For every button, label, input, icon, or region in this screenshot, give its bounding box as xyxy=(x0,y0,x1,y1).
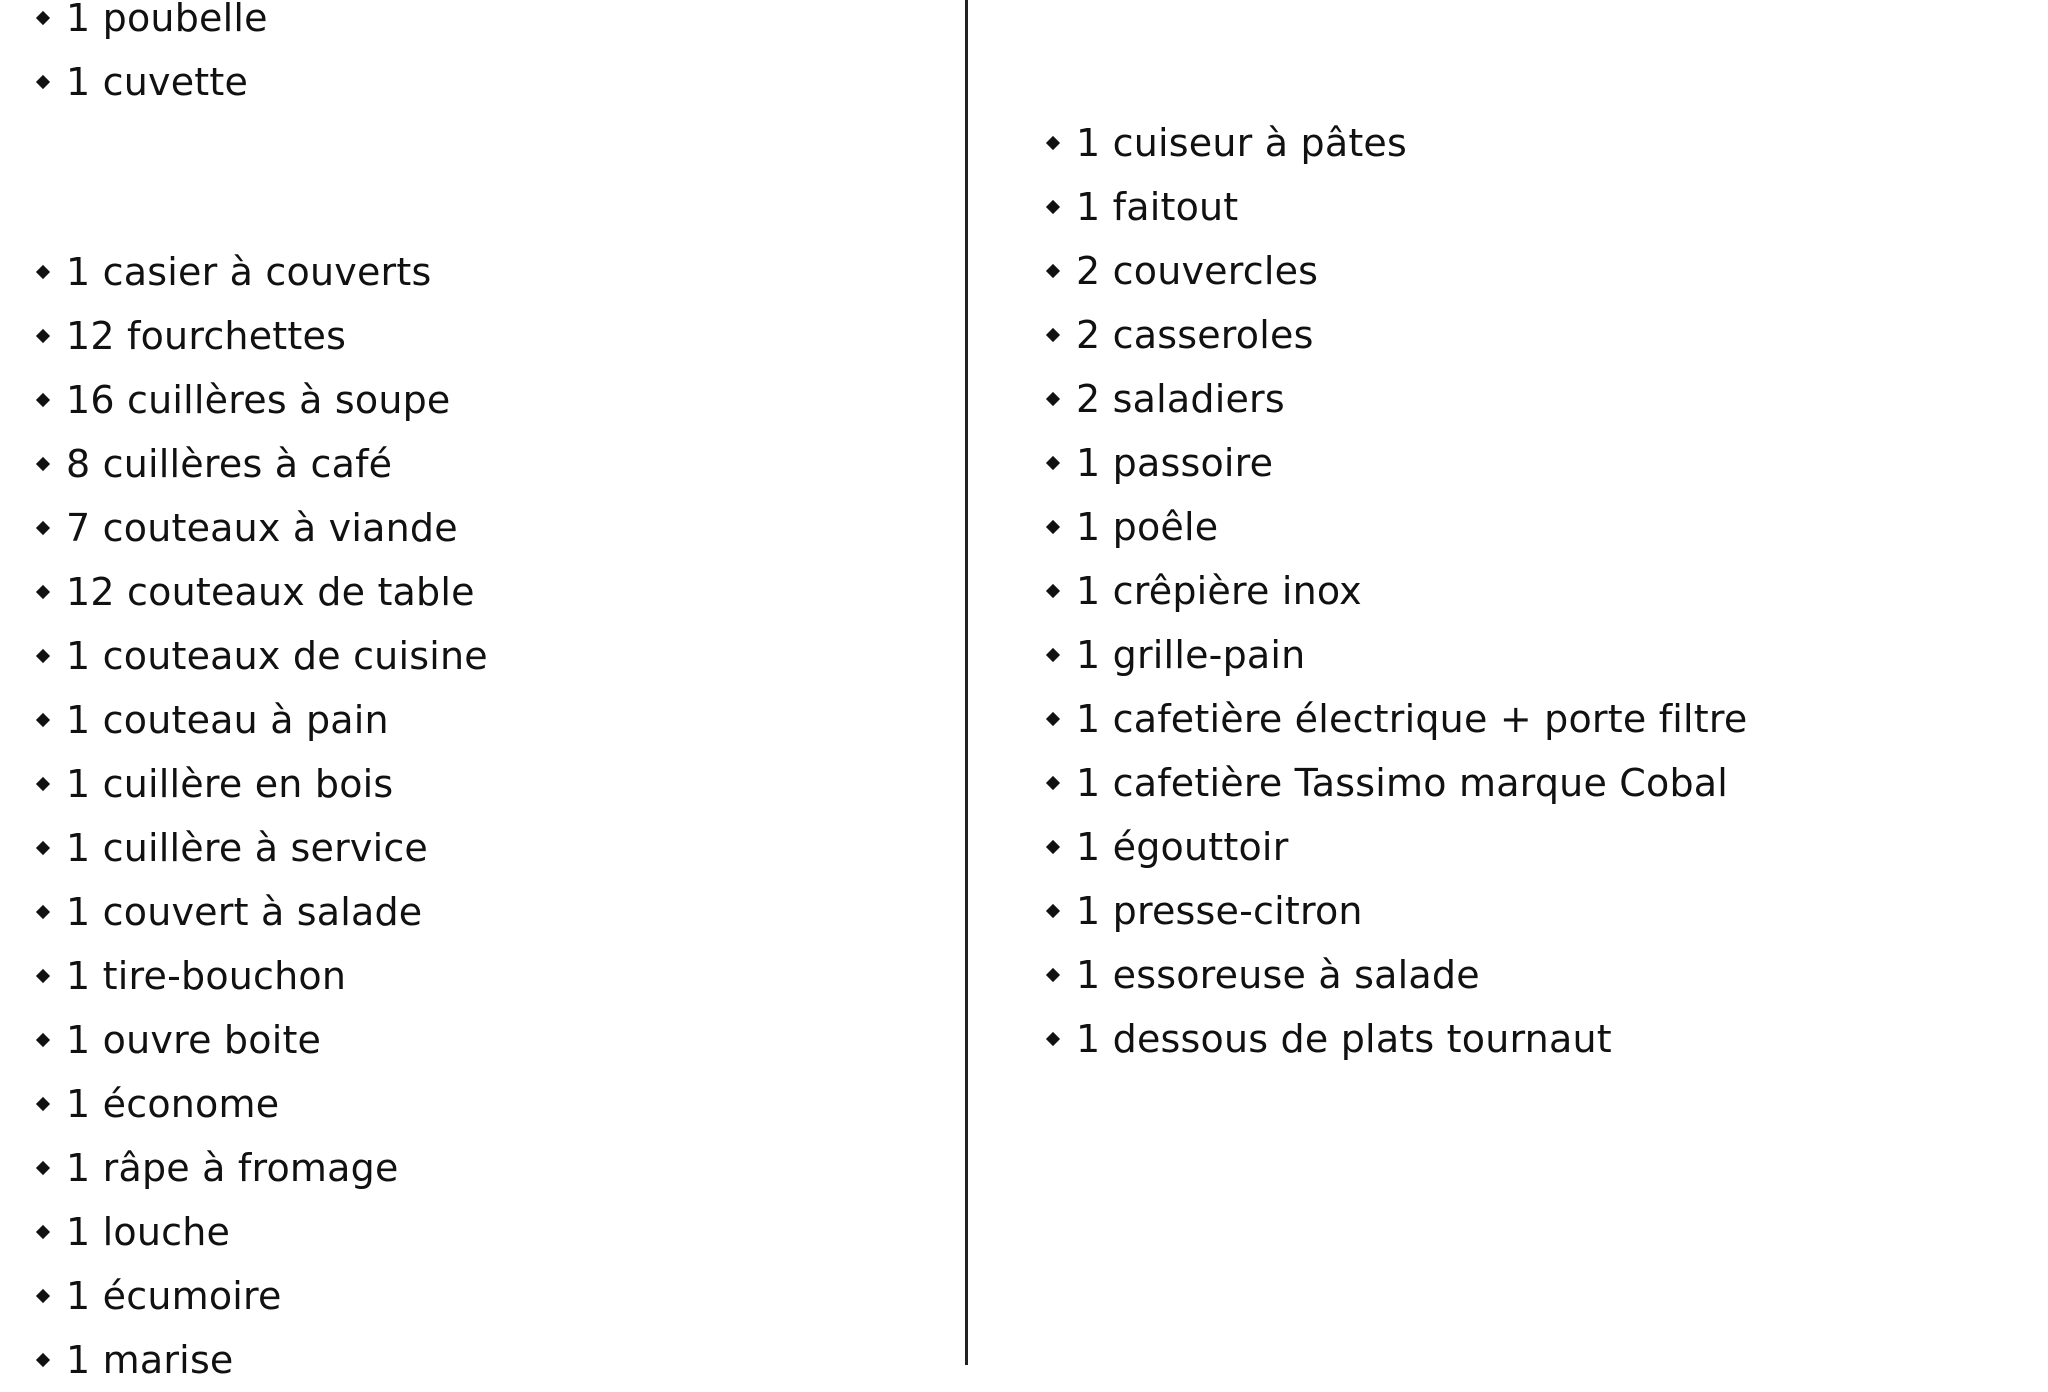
right-item-text: 1 cuiseur à pâtes xyxy=(1076,121,1408,165)
right-item-text: 1 cafetière électrique + porte filtre xyxy=(1076,697,1748,741)
bullet-icon xyxy=(36,585,50,599)
bullet-icon xyxy=(1046,840,1060,854)
left-main-item-text: 1 ouvre boite xyxy=(66,1018,322,1062)
right-item-text: 1 essoreuse à salade xyxy=(1076,953,1480,997)
right-item-text: 2 couvercles xyxy=(1076,249,1319,293)
right-item xyxy=(1048,1007,1612,1071)
bullet-icon xyxy=(36,521,50,535)
left-main-item-text: 16 cuillères à soupe xyxy=(66,378,451,422)
column-divider xyxy=(965,0,968,1365)
left-main-item xyxy=(38,624,488,688)
left-main-item xyxy=(38,944,346,1008)
left-main-item xyxy=(38,688,389,752)
left-top-item xyxy=(38,50,248,114)
bullet-icon xyxy=(1046,584,1060,598)
bullet-icon xyxy=(36,1289,50,1303)
left-top-item-text: 1 poubelle xyxy=(66,0,268,40)
right-item xyxy=(1048,943,1480,1007)
left-main-item-text: 1 tire-bouchon xyxy=(66,954,347,998)
left-main-item-text: 12 couteaux de table xyxy=(66,570,475,614)
left-main-item-text: 1 économe xyxy=(66,1082,280,1126)
left-main-item xyxy=(38,752,393,816)
bullet-icon xyxy=(1046,968,1060,982)
bullet-icon xyxy=(36,1097,50,1111)
right-item xyxy=(1048,495,1218,559)
bullet-icon xyxy=(36,841,50,855)
bullet-icon xyxy=(36,393,50,407)
right-item-text: 1 poêle xyxy=(1076,505,1219,549)
left-main-item-text: 1 couteau à pain xyxy=(66,698,389,742)
right-item-text: 1 égouttoir xyxy=(1076,825,1289,869)
left-main-item-text: 1 louche xyxy=(66,1210,231,1254)
right-item xyxy=(1048,559,1362,623)
left-main-item xyxy=(38,1136,399,1200)
right-item xyxy=(1048,623,1305,687)
bullet-icon xyxy=(1046,392,1060,406)
bullet-icon xyxy=(36,713,50,727)
left-main-item-text: 1 cuillère à service xyxy=(66,826,429,870)
right-item xyxy=(1048,431,1273,495)
left-main-item-text: 1 casier à couverts xyxy=(66,250,432,294)
left-main-item-text: 1 couteaux de cuisine xyxy=(66,634,488,678)
right-item-text: 1 presse-citron xyxy=(1076,889,1363,933)
bullet-icon xyxy=(36,905,50,919)
right-item-text: 1 cafetière Tassimo marque Cobal xyxy=(1076,761,1729,805)
right-item-text: 1 faitout xyxy=(1076,185,1239,229)
left-main-item xyxy=(38,432,392,496)
left-main-item xyxy=(38,496,458,560)
bullet-icon xyxy=(36,75,50,89)
right-item-text: 2 saladiers xyxy=(1076,377,1285,421)
bullet-icon xyxy=(36,11,50,25)
left-main-item xyxy=(38,1072,279,1136)
left-main-item-text: 1 marise xyxy=(66,1338,234,1382)
left-main-item-text: 1 cuillère en bois xyxy=(66,762,394,806)
left-main-item xyxy=(38,1264,282,1328)
left-main-item xyxy=(38,816,428,880)
bullet-icon xyxy=(1046,520,1060,534)
left-main-item xyxy=(38,560,475,624)
left-main-item-text: 1 couvert à salade xyxy=(66,890,423,934)
left-main-item xyxy=(38,1200,230,1264)
bullet-icon xyxy=(36,1161,50,1175)
left-main-item xyxy=(38,304,346,368)
right-item xyxy=(1048,111,1407,175)
right-item-text: 1 grille-pain xyxy=(1076,633,1306,677)
bullet-icon xyxy=(1046,1032,1060,1046)
bullet-icon xyxy=(1046,328,1060,342)
left-main-item-text: 1 écumoire xyxy=(66,1274,282,1318)
left-main-item xyxy=(38,880,422,944)
bullet-icon xyxy=(1046,904,1060,918)
bullet-icon xyxy=(1046,456,1060,470)
right-item-text: 1 crêpière inox xyxy=(1076,569,1362,613)
bullet-icon xyxy=(36,969,50,983)
right-item-text: 2 casseroles xyxy=(1076,313,1314,357)
left-main-item-text: 12 fourchettes xyxy=(66,314,347,358)
right-item xyxy=(1048,303,1314,367)
bullet-icon xyxy=(36,1225,50,1239)
right-item xyxy=(1048,239,1318,303)
bullet-icon xyxy=(36,1033,50,1047)
bullet-icon xyxy=(1046,648,1060,662)
bullet-icon xyxy=(1046,776,1060,790)
bullet-icon xyxy=(1046,264,1060,278)
right-item-text: 1 passoire xyxy=(1076,441,1274,485)
bullet-icon xyxy=(1046,136,1060,150)
left-main-item-text: 8 cuillères à café xyxy=(66,442,393,486)
left-main-item xyxy=(38,1328,234,1392)
right-item xyxy=(1048,815,1289,879)
left-main-item-text: 7 couteaux à viande xyxy=(66,506,458,550)
right-item xyxy=(1048,879,1363,943)
right-item xyxy=(1048,687,1747,751)
left-top-item-text: 1 cuvette xyxy=(66,60,249,104)
left-top-item xyxy=(38,0,268,50)
left-main-item xyxy=(38,1008,321,1072)
right-item xyxy=(1048,175,1238,239)
bullet-icon xyxy=(36,777,50,791)
bullet-icon xyxy=(36,649,50,663)
bullet-icon xyxy=(36,329,50,343)
left-main-item xyxy=(38,368,451,432)
bullet-icon xyxy=(36,265,50,279)
bullet-icon xyxy=(1046,200,1060,214)
bullet-icon xyxy=(1046,712,1060,726)
right-item-text: 1 dessous de plats tournaut xyxy=(1076,1017,1612,1061)
right-item xyxy=(1048,367,1285,431)
bullet-icon xyxy=(36,457,50,471)
left-main-item-text: 1 râpe à fromage xyxy=(66,1146,399,1190)
left-main-item xyxy=(38,240,431,304)
right-item xyxy=(1048,751,1728,815)
